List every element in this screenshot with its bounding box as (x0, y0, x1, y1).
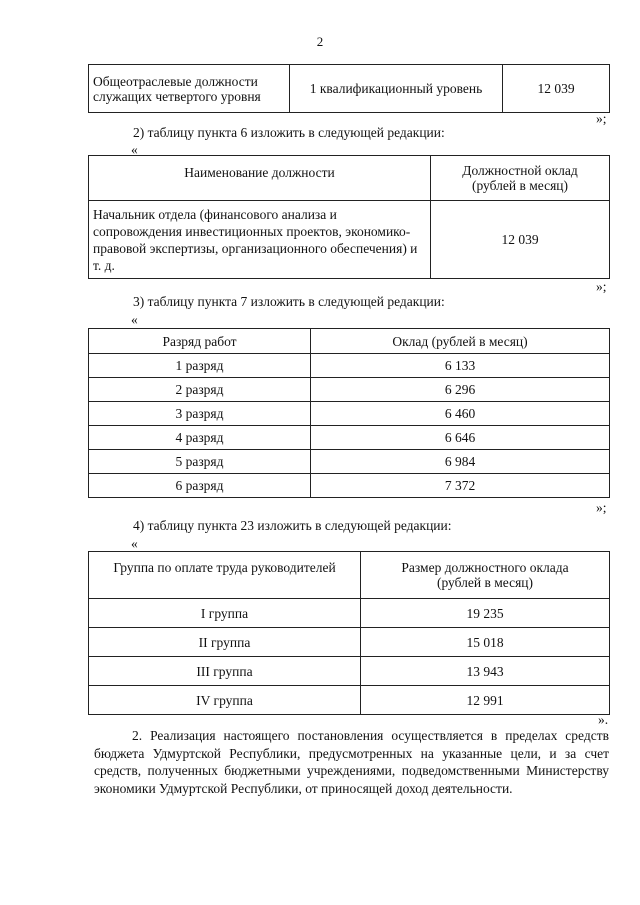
column-header: Разряд работ (89, 329, 311, 354)
closing-quote: ». (598, 712, 609, 727)
closing-quote: »; (596, 500, 607, 515)
table-cell: 6 133 (311, 354, 610, 378)
column-header: Размер должностного оклада (рублей в месяц) (361, 552, 610, 599)
closing-quote: »; (596, 279, 607, 294)
column-header: Оклад (рублей в месяц) (311, 329, 610, 354)
table-row (89, 201, 610, 279)
table-cell: 3 разряд (89, 402, 311, 426)
table-row (89, 686, 610, 715)
table-cell: 5 разряд (89, 450, 311, 474)
table-row (89, 402, 610, 426)
table-cell: 7 372 (311, 474, 610, 498)
table-cell: Общеотраслевые должности служащих четвертого уровня (89, 65, 290, 113)
table-cell: 6 разряд (89, 474, 311, 498)
table-row (89, 378, 610, 402)
table-cell: II группа (89, 628, 361, 657)
table-cell: 12 991 (361, 686, 610, 715)
table-row (89, 450, 610, 474)
table-cell: 4 разряд (89, 426, 311, 450)
table-header-row (89, 156, 610, 201)
table-row (89, 628, 610, 657)
table-cell: 6 646 (311, 426, 610, 450)
table-cell: 13 943 (361, 657, 610, 686)
table-header-row (89, 329, 610, 354)
table-item3 (88, 328, 610, 498)
table-item2 (88, 155, 610, 279)
table-row (89, 426, 610, 450)
table-cell: 6 460 (311, 402, 610, 426)
column-header: Группа по оплате труда руководителей (89, 552, 361, 599)
table-cell: 2 разряд (89, 378, 311, 402)
table-cell: 6 984 (311, 450, 610, 474)
item2-intro: 2) таблицу пункта 6 изложить в следующей редакции: (133, 125, 445, 140)
paragraph-2: 2. Реализация настоящего постановления осуществляется в пределах средств бюджета Удмуртской Республики, предусмотренных на указанные цели, и за счет средств, полученных бюджетными учреждениями, подведомственными Министерству экономики Удмуртской Республики, от приносящей доход деятельности. (94, 728, 609, 796)
table-row (89, 354, 610, 378)
open-quote: « (131, 142, 138, 157)
open-quote: « (131, 536, 138, 551)
table-cell: 6 296 (311, 378, 610, 402)
table-header-row (89, 552, 610, 599)
table-cell: I группа (89, 599, 361, 628)
table-cell: 12 039 (431, 201, 610, 279)
closing-quote: »; (596, 111, 607, 126)
table-cell: III группа (89, 657, 361, 686)
page-number: 2 (316, 34, 324, 49)
open-quote: « (131, 312, 138, 327)
table-item4 (88, 551, 610, 715)
column-header: Должностной оклад (рублей в месяц) (431, 156, 610, 201)
item3-intro: 3) таблицу пункта 7 изложить в следующей редакции: (133, 294, 445, 309)
table-cell: 12 039 (503, 65, 610, 113)
item4-intro: 4) таблицу пункта 23 изложить в следующей редакции: (133, 518, 452, 533)
table-row (89, 65, 610, 113)
table-row (89, 599, 610, 628)
table-cell: 19 235 (361, 599, 610, 628)
table-cell: 15 018 (361, 628, 610, 657)
table-cell: 1 разряд (89, 354, 311, 378)
table-general-positions (88, 64, 610, 113)
column-header: Наименование должности (89, 156, 431, 201)
table-cell: 1 квалификационный уровень (290, 65, 503, 113)
table-row (89, 474, 610, 498)
table-cell: Начальник отдела (финансового анализа и сопровождения инвестиционных проектов, экономико-правовой экспертизы, организационного обеспечения) и т. д. (89, 201, 431, 279)
table-cell: IV группа (89, 686, 361, 715)
table-row (89, 657, 610, 686)
